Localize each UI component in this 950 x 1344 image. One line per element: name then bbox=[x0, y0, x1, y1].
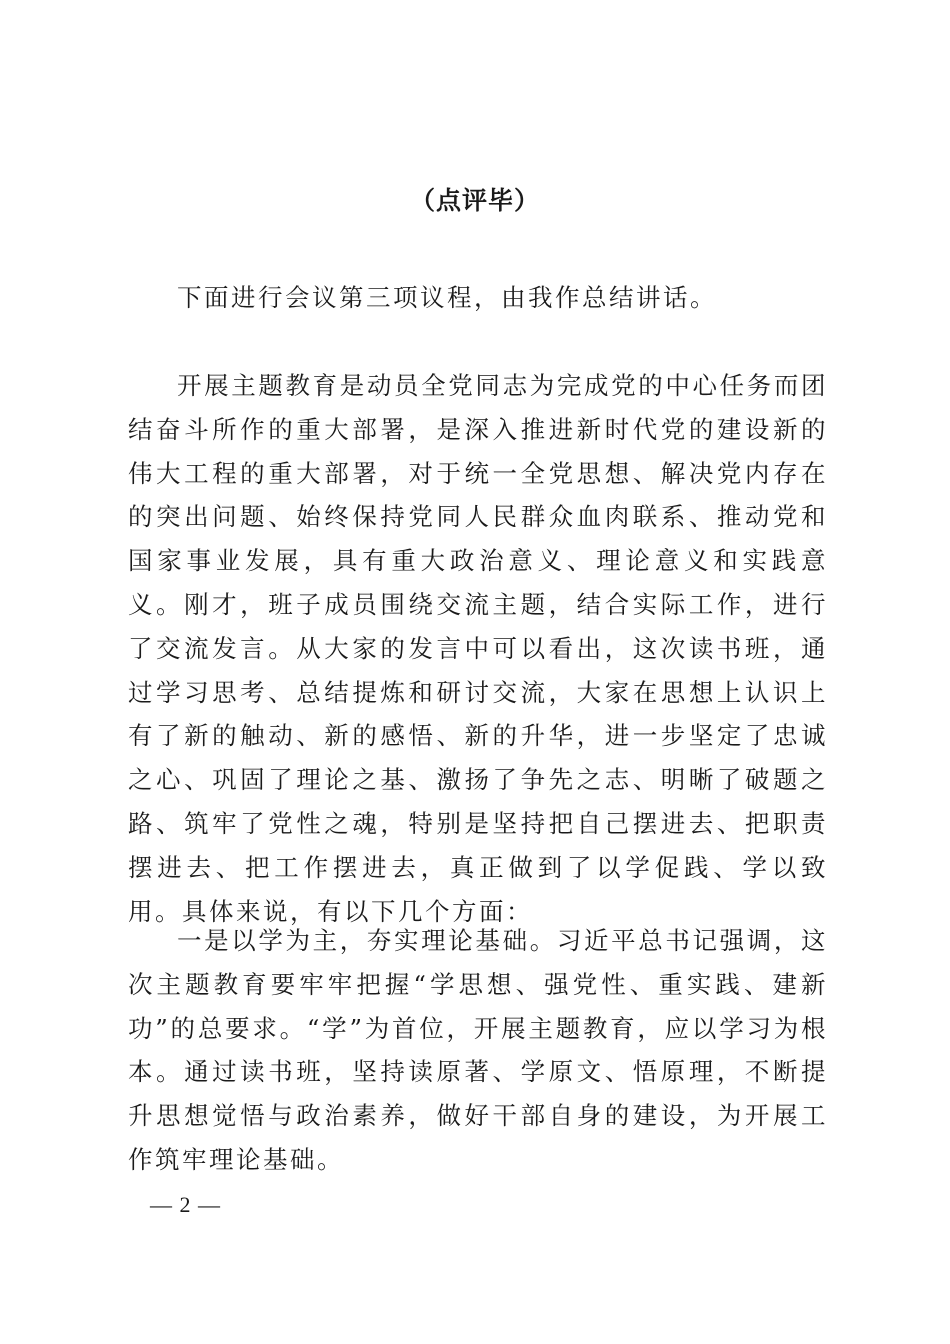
section-heading: （点评毕） bbox=[409, 186, 540, 215]
page-number: — 2 — bbox=[150, 1192, 221, 1217]
paragraph-agenda: 下面进行会议第三项议程，由我作总结讲话。 bbox=[177, 283, 717, 312]
paragraph-summary: 开展主题教育是动员全党同志为完成党的中心任务而团结奋斗所作的重大部署，是深入推进新时代党的建设新的伟大工程的重大部署，对于统一全党思想、解决党内存在的突出问题、始终保持党同人民群众血肉联系、推动党和国家事业发展，具有重大政治意义、理论意义和实践意义。刚才，班子成员围绕交流主题，结合实际工作，进行了交流发言。从大家的发言中可以看出，这次读书班，通过学习思考、总结提炼和研讨交流，大家在思想上认识上有了新的触动、新的感悟、新的升华，进一步坚定了忠诚之心、巩固了理论之基、激扬了争先之志、明晰了破题之路、筑牢了党性之魂，特别是坚持把自己摆进去、把职责摆进去、把工作摆进去，真正做到了以学促践、学以致用。具体来说，有以下几个方面： bbox=[128, 371, 828, 926]
paragraph-point-one: 一是以学为主，夯实理论基础。习近平总书记强调，这次主题教育要牢牢把握“学思想、强党性、重实践、建新功”的总要求。“学”为首位，开展主题教育，应以学习为根本。通过读书班，坚持读原著、学原文、悟原理，不断提升思想觉悟与政治素养，做好干部自身的建设，为开展工作筑牢理论基础。 bbox=[128, 926, 828, 1174]
